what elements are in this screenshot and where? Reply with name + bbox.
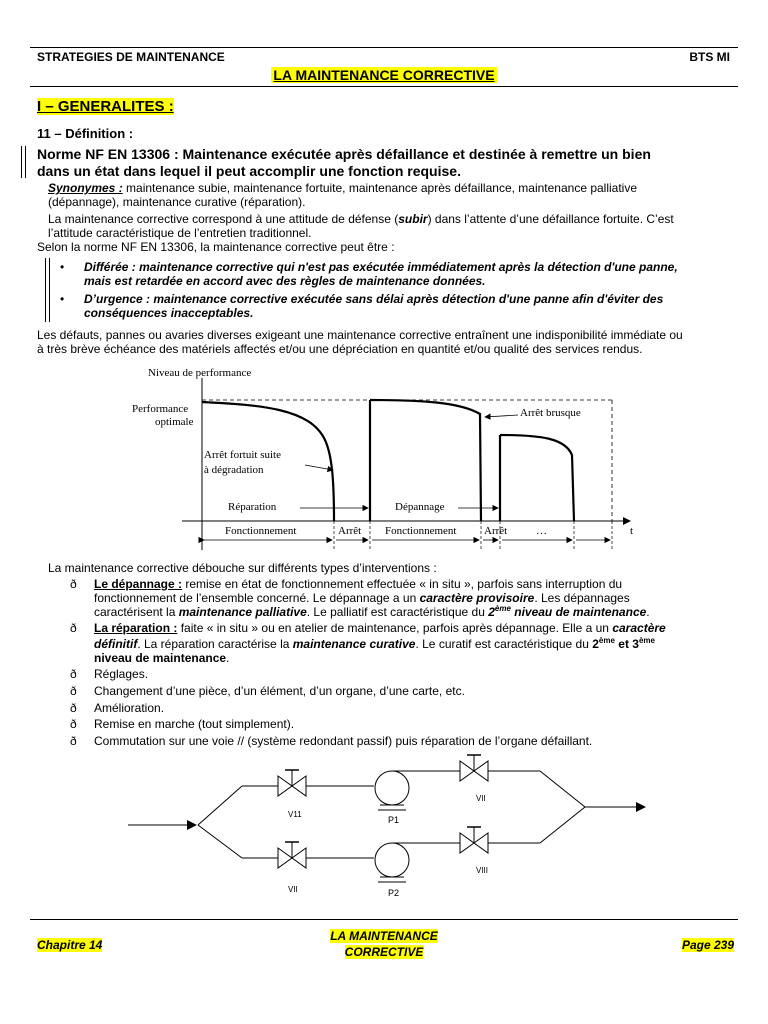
dep-3d: 2 [488, 605, 495, 619]
label-p1: P1 [388, 815, 400, 825]
attitude-line-1 [48, 212, 674, 226]
rep-2a: définitif [94, 637, 138, 651]
footer-center-1: LA MAINTENANCE [330, 929, 438, 943]
footer-right-wrap [682, 936, 734, 954]
split-bottom [198, 825, 242, 858]
rep-2d: . Le curatif est caractéristique du [415, 637, 593, 651]
footer-center-wrap [0, 928, 768, 960]
bullet-glyph-4: ð [70, 717, 77, 731]
diagram-arret-brusque: Arrêt brusque [520, 407, 581, 419]
valve-viii [460, 827, 488, 853]
bullet2-line-1: D’urgence : maintenance corrective exécutée sans délai après détection d'une panne afin d'éviter des [84, 292, 664, 306]
arrow-arret-brusque [485, 415, 518, 417]
synonyms-label: Synonymes : [48, 181, 123, 195]
rep-1a: faite « in situ » ou en atelier de maintenance, parfois après dépannage. Elle a un [177, 621, 613, 635]
dep-3a: caractérisent la [94, 605, 179, 619]
merge-top [540, 771, 585, 807]
bullet-dot-2: • [60, 292, 65, 306]
header-bottom-rule [30, 86, 738, 87]
rep-3b: . [226, 651, 230, 665]
defauts-line-1: Les défauts, pannes ou avaries diverses exigeant une maintenance corrective entraînent une indisponibilité immédiate ou [37, 328, 683, 342]
definition-heading: 11 – Définition : [37, 126, 134, 141]
label-v11: V11 [288, 810, 302, 819]
diagram-fonctionnement-1: Fonctionnement [225, 525, 297, 537]
dep-label: Le dépannage : [94, 577, 183, 591]
footer-right: Page 239 [681, 938, 734, 952]
synonyms-text: maintenance subie, maintenance fortuite, maintenance après défaillance, maintenance palliative [122, 181, 638, 195]
bullet1-line-2: mais est retardée en accord avec des règles de maintenance données. [84, 274, 486, 288]
bullet-dot-1: • [60, 260, 65, 274]
bullet-glyph-2: ð [70, 684, 77, 698]
diagram-arret-1: Arrêt [338, 525, 362, 537]
rep-3: niveau de maintenance [94, 651, 227, 665]
bullets-bar-2 [49, 258, 50, 322]
page-title-wrap [0, 67, 768, 85]
diagram-y-title: Niveau de performance [148, 367, 252, 379]
label-viii: VIII [476, 866, 489, 875]
rep-2e: 2 [592, 637, 599, 651]
valve-v11 [278, 770, 306, 796]
footer-left: Chapitre 14 [37, 938, 103, 952]
performance-diagram [0, 360, 768, 560]
norm-bar-2 [25, 146, 26, 178]
redundancy-schema [0, 750, 768, 900]
bullet-glyph-dep: ð [70, 577, 77, 591]
bullet-glyph-3: ð [70, 701, 77, 715]
bullet-glyph-rep: ð [70, 621, 77, 635]
rep-label: La réparation : [94, 621, 178, 635]
bullet-glyph-1: ð [70, 667, 77, 681]
attitude-subir: subir [398, 212, 428, 226]
valve-vii-bottom [278, 842, 306, 868]
header-left: STRATEGIES DE MAINTENANCE [37, 50, 225, 64]
rep-sup2: ème [638, 636, 655, 645]
intervention-item-1: Réglages. [94, 667, 149, 681]
rep-line-3 [94, 651, 229, 665]
attitude-line-2: l’attitude caractéristique de l’entretien traditionnel. [48, 226, 312, 240]
diagram-arret-fortuit-1: Arrêt fortuit suite [204, 449, 281, 461]
intervention-item-5: Commutation sur une voie // (système redondant passif) puis réparation de l’organe défaillant. [94, 734, 593, 748]
split-top [198, 786, 242, 825]
dep-line-3 [94, 605, 650, 619]
dep-line-2 [94, 591, 630, 605]
diagram-arret-fortuit-2: à dégradation [204, 464, 264, 476]
header-right: BTS MI [689, 50, 730, 64]
synonyms-line-1 [48, 181, 738, 195]
pump-p2 [375, 843, 416, 882]
label-vii-bottom: VII [288, 885, 298, 894]
diagram-ellipsis: … [536, 525, 547, 537]
rep-line-1 [94, 621, 666, 635]
arrow-arret-fortuit [305, 465, 333, 470]
dep-3e: niveau de maintenance [510, 605, 647, 619]
rep-2f: et 3 [614, 637, 639, 651]
diagram-depannage: Dépannage [395, 501, 445, 513]
intervention-item-3: Amélioration. [94, 701, 165, 715]
valve-vii-top [460, 755, 488, 781]
bullet-glyph-5: ð [70, 734, 77, 748]
intervention-item-2: Changement d’une pièce, d’un élément, d’un organe, d’une carte, etc. [94, 684, 465, 698]
diagram-perf-2: optimale [155, 416, 194, 428]
norm-line-1: Norme NF EN 13306 : Maintenance exécutée après défaillance et destinée à remettre un bien [37, 146, 651, 162]
bullets-bar-1 [45, 258, 46, 322]
dep-3c: . Le palliatif est caractéristique du [306, 605, 489, 619]
footer-center-2: CORRECTIVE [344, 945, 424, 959]
dep-2a: fonctionnement de l’ensemble concerné. Le dépannage a un [94, 591, 420, 605]
attitude-b: ) dans l’attente d’une défaillance fortuite. C’est [427, 212, 674, 226]
rep-line-2 [94, 637, 655, 651]
bullet2-line-2: conséquences inacceptables. [84, 306, 254, 320]
defauts-line-2: à très brève échéance des matériels affectés et/ou une dépréciation en quantité et/ou qualité des services rendus. [37, 342, 643, 356]
diagram-reparation: Réparation [228, 501, 277, 513]
dep-3f: . [646, 605, 650, 619]
bullet1-line-1: Différée : maintenance corrective qui n'est pas exécutée immédiatement après la détection d'une panne, [84, 260, 678, 274]
page-title: LA MAINTENANCE CORRECTIVE [273, 67, 495, 83]
dep-text-1: remise en état de fonctionnement effectuée « in situ », parfois sans interruption du [182, 577, 623, 591]
footer-rule [30, 919, 738, 920]
diagram-arret-2: Arrêt [484, 525, 508, 537]
rep-2c: maintenance curative [292, 637, 416, 651]
merge-bottom [540, 807, 585, 843]
rep-2b: . La réparation caractérise la [137, 637, 293, 651]
interventions-intro: La maintenance corrective débouche sur différents types d’interventions : [48, 561, 437, 575]
header-top-rule [30, 47, 738, 48]
diagram-t-axis: t [630, 525, 634, 537]
dep-2b: caractère provisoire [419, 591, 535, 605]
dep-2c: . Les dépannages [534, 591, 630, 605]
dep-sup: ème [494, 604, 511, 613]
label-vii-top: VII [476, 794, 486, 803]
norm-bar-1 [21, 146, 22, 178]
intervention-item-4: Remise en marche (tout simplement). [94, 717, 295, 731]
dep-3b: maintenance palliative [178, 605, 307, 619]
diagram-perf-1: Performance [132, 403, 189, 415]
diagram-fonctionnement-2: Fonctionnement [385, 525, 457, 537]
third-run-curve [500, 435, 574, 521]
attitude-a: La maintenance corrective correspond à une attitude de défense ( [48, 212, 399, 226]
selon-line: Selon la norme NF EN 13306, la maintenance corrective peut être : [37, 240, 395, 254]
pump-p1 [375, 771, 416, 810]
section-title-wrap [37, 98, 174, 116]
section-title: I – GENERALITES : [37, 98, 174, 115]
synonyms-line-2: (dépannage), maintenance curative (réparation). [48, 195, 306, 209]
norm-line-2: dans un état dans lequel il peut accomplir une fonction requise. [37, 163, 461, 179]
label-p2: P2 [388, 888, 400, 898]
rep-1b: caractère [612, 621, 666, 635]
rep-sup1: ème [598, 636, 615, 645]
dep-line-1 [94, 577, 734, 591]
